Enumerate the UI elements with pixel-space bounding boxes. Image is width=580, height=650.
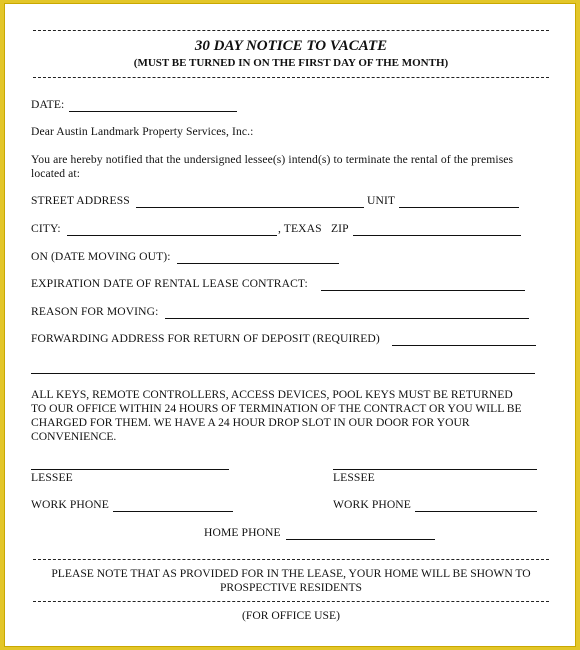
forwarding-address-field-2[interactable] [31, 373, 535, 374]
office-divider [33, 601, 549, 602]
street-address-field[interactable] [136, 207, 364, 208]
date-field[interactable] [69, 111, 237, 112]
showing-notice-line: PLEASE NOTE THAT AS PROVIDED FOR IN THE LEASE, YOUR HOME WILL BE SHOWN TO [51, 567, 531, 580]
notice-line-1: You are hereby notified that the undersigned lessee(s) intend(s) to terminate the rental of the premises [31, 153, 514, 166]
forwarding-address-field[interactable] [392, 345, 536, 346]
work-phone-field-right[interactable] [415, 511, 537, 512]
work-phone-label-left: WORK PHONE [31, 498, 109, 511]
date-label: DATE: [31, 98, 65, 111]
zip-field[interactable] [353, 235, 521, 236]
state-label: , TEXAS [278, 222, 322, 235]
lease-expiration-field[interactable] [321, 290, 525, 291]
keys-notice-line: CHARGED FOR THEM. WE HAVE A 24 HOUR DROP SLOT IN OUR DOOR FOR YOUR [31, 416, 470, 429]
lessee-label-left: LESSEE [31, 471, 73, 484]
lease-expiration-label: EXPIRATION DATE OF RENTAL LEASE CONTRACT: [31, 277, 308, 290]
keys-notice-line: TO OUR OFFICE WITHIN 24 HOURS OF TERMINATION OF THE CONTRACT OR YOU WILL BE [31, 402, 522, 415]
zip-label: ZIP [331, 222, 349, 235]
top-divider [33, 30, 549, 31]
lessee-signature-left[interactable] [31, 469, 229, 470]
lessee-signature-right[interactable] [333, 469, 537, 470]
keys-notice-line: ALL KEYS, REMOTE CONTROLLERS, ACCESS DEVICES, POOL KEYS MUST BE RETURNED [31, 388, 513, 401]
showing-notice [5, 567, 577, 595]
home-phone-label: HOME PHONE [204, 526, 281, 539]
city-field[interactable] [67, 235, 277, 236]
reason-label: REASON FOR MOVING: [31, 305, 159, 318]
unit-field[interactable] [399, 207, 519, 208]
form-title: 30 DAY NOTICE TO VACATE [194, 38, 388, 54]
reason-field[interactable] [165, 318, 529, 319]
forwarding-address-label: FORWARDING ADDRESS FOR RETURN OF DEPOSIT (REQUIRED) [31, 332, 380, 345]
keys-notice [31, 388, 561, 444]
street-address-label: STREET ADDRESS [31, 194, 130, 207]
home-phone-field[interactable] [286, 539, 435, 540]
form-subtitle: (MUST BE TURNED IN ON THE FIRST DAY OF THE MONTH) [133, 57, 449, 69]
form-page [4, 3, 576, 647]
move-out-date-field[interactable] [177, 263, 339, 264]
keys-notice-line: CONVENIENCE. [31, 430, 117, 443]
notice-line-2: located at: [31, 167, 81, 180]
showing-notice-line: PROSPECTIVE RESIDENTS [219, 581, 363, 594]
lessee-label-right: LESSEE [333, 471, 375, 484]
move-out-date-label: ON (DATE MOVING OUT): [31, 250, 171, 263]
header-divider [33, 77, 549, 78]
office-use-label: (FOR OFFICE USE) [242, 609, 340, 622]
city-label: CITY: [31, 222, 61, 235]
work-phone-field-left[interactable] [113, 511, 233, 512]
showing-divider [33, 559, 549, 560]
unit-label: UNIT [367, 194, 396, 207]
salutation: Dear Austin Landmark Property Services, Inc.: [31, 125, 254, 138]
work-phone-label-right: WORK PHONE [333, 498, 411, 511]
